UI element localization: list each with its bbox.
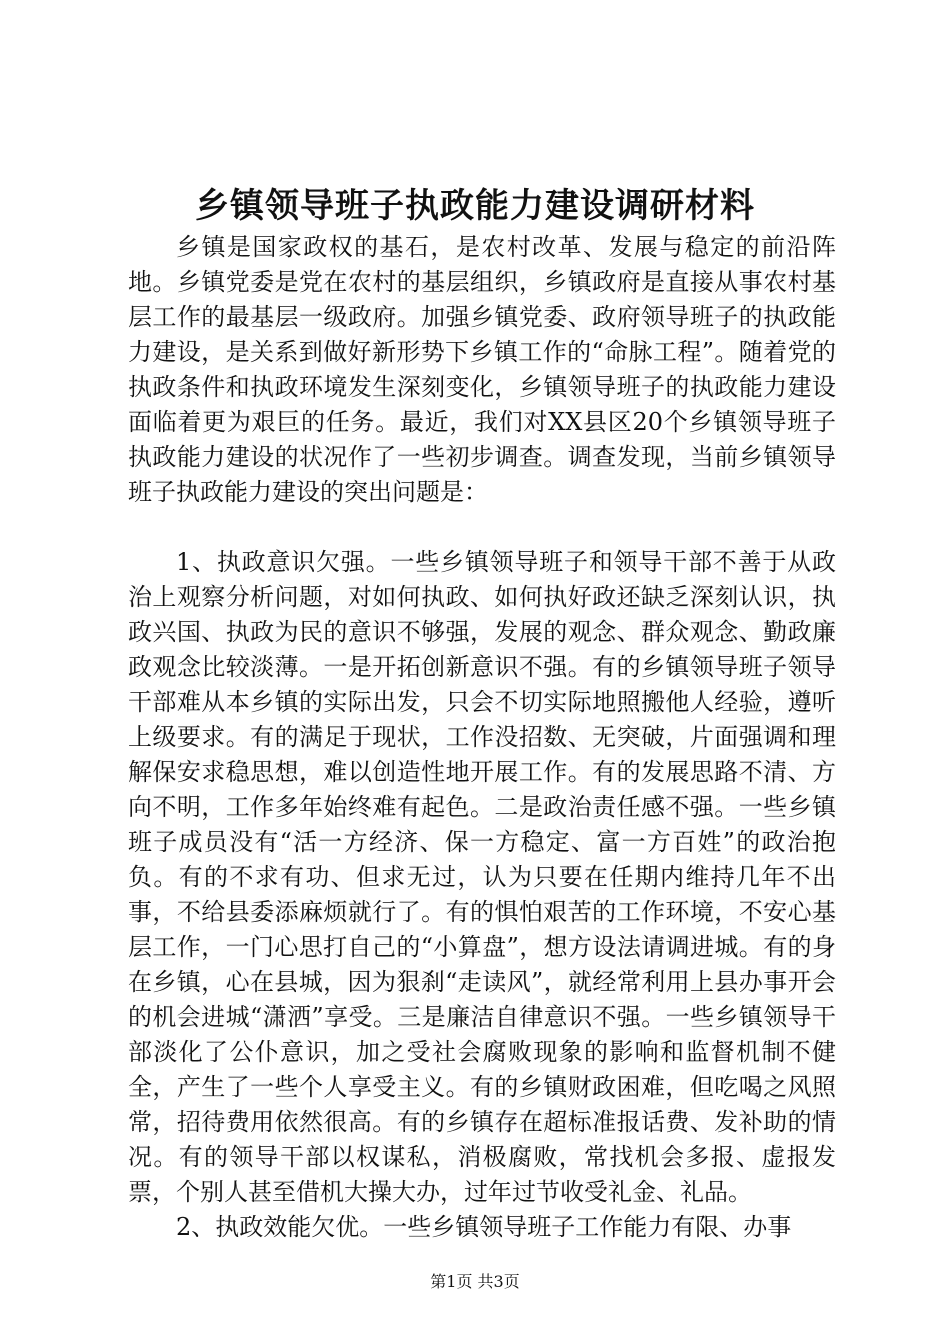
page-number-footer: 第1页 共3页 bbox=[430, 1272, 520, 1291]
document-body bbox=[128, 230, 836, 1245]
document-title: 乡镇领导班子执政能力建设调研材料 bbox=[195, 186, 755, 226]
paragraph-intro: 乡镇是国家政权的基石，是农村改革、发展与稳定的前沿阵地。乡镇党委是党在农村的基层组织，乡镇政府是直接从事农村基层工作的最基层一级政府。加强乡镇党委、政府领导班子的执政能力建设，是关系到做好新形势下乡镇工作的“命脉工程”。随着党的执政条件和执政环境发生深刻变化，乡镇领导班子的执政能力建设面临着更为艰巨的任务。最近，我们对XX县区20个乡镇领导班子执政能力建设的状况作了一些初步调查。调查发现，当前乡镇领导班子执政能力建设的突出问题是： bbox=[128, 233, 836, 506]
paragraph-section-2: 2、执政效能欠优。一些乡镇领导班子工作能力有限、办事 bbox=[176, 1213, 792, 1241]
paragraph-section-1: 1、执政意识欠强。一些乡镇领导班子和领导干部不善于从政治上观察分析问题，对如何执政、如何执好政还缺乏深刻认识，执政兴国、执政为民的意识不够强，发展的观念、群众观念、勤政廉政观念比较淡薄。一是开拓创新意识不强。有的乡镇领导班子领导干部难从本乡镇的实际出发，只会不切实际地照搬他人经验，遵听上级要求。有的满足于现状，工作没招数、无突破，片面强调和理解保安求稳思想，难以创造性地开展工作。有的发展思路不清、方向不明，工作多年始终难有起色。二是政治责任感不强。一些乡镇班子成员没有“活一方经济、保一方稳定、富一方百姓”的政治抱负。有的不求有功、但求无过，认为只要在任期内维持几年不出事，不给县委添麻烦就行了。有的惧怕艰苦的工作环境，不安心基层工作，一门心思打自己的“小算盘”，想方设法请调进城。有的身在乡镇，心在县城，因为狠刹“走读风”，就经常利用上县办事开会的机会进城“潇洒”享受。三是廉洁自律意识不强。一些乡镇领导干部淡化了公仆意识，加之受社会腐败现象的影响和监督机制不健全，产生了一些个人享受主义。有的乡镇财政困难，但吃喝之风照常，招待费用依然很高。有的乡镇存在超标准报话费、发补助的情况。有的领导干部以权谋私，消极腐败，常找机会多报、虚报发票，个别人甚至借机大操大办，过年过节收受礼金、礼品。 bbox=[128, 548, 836, 1206]
paragraph-spacer bbox=[128, 510, 836, 545]
